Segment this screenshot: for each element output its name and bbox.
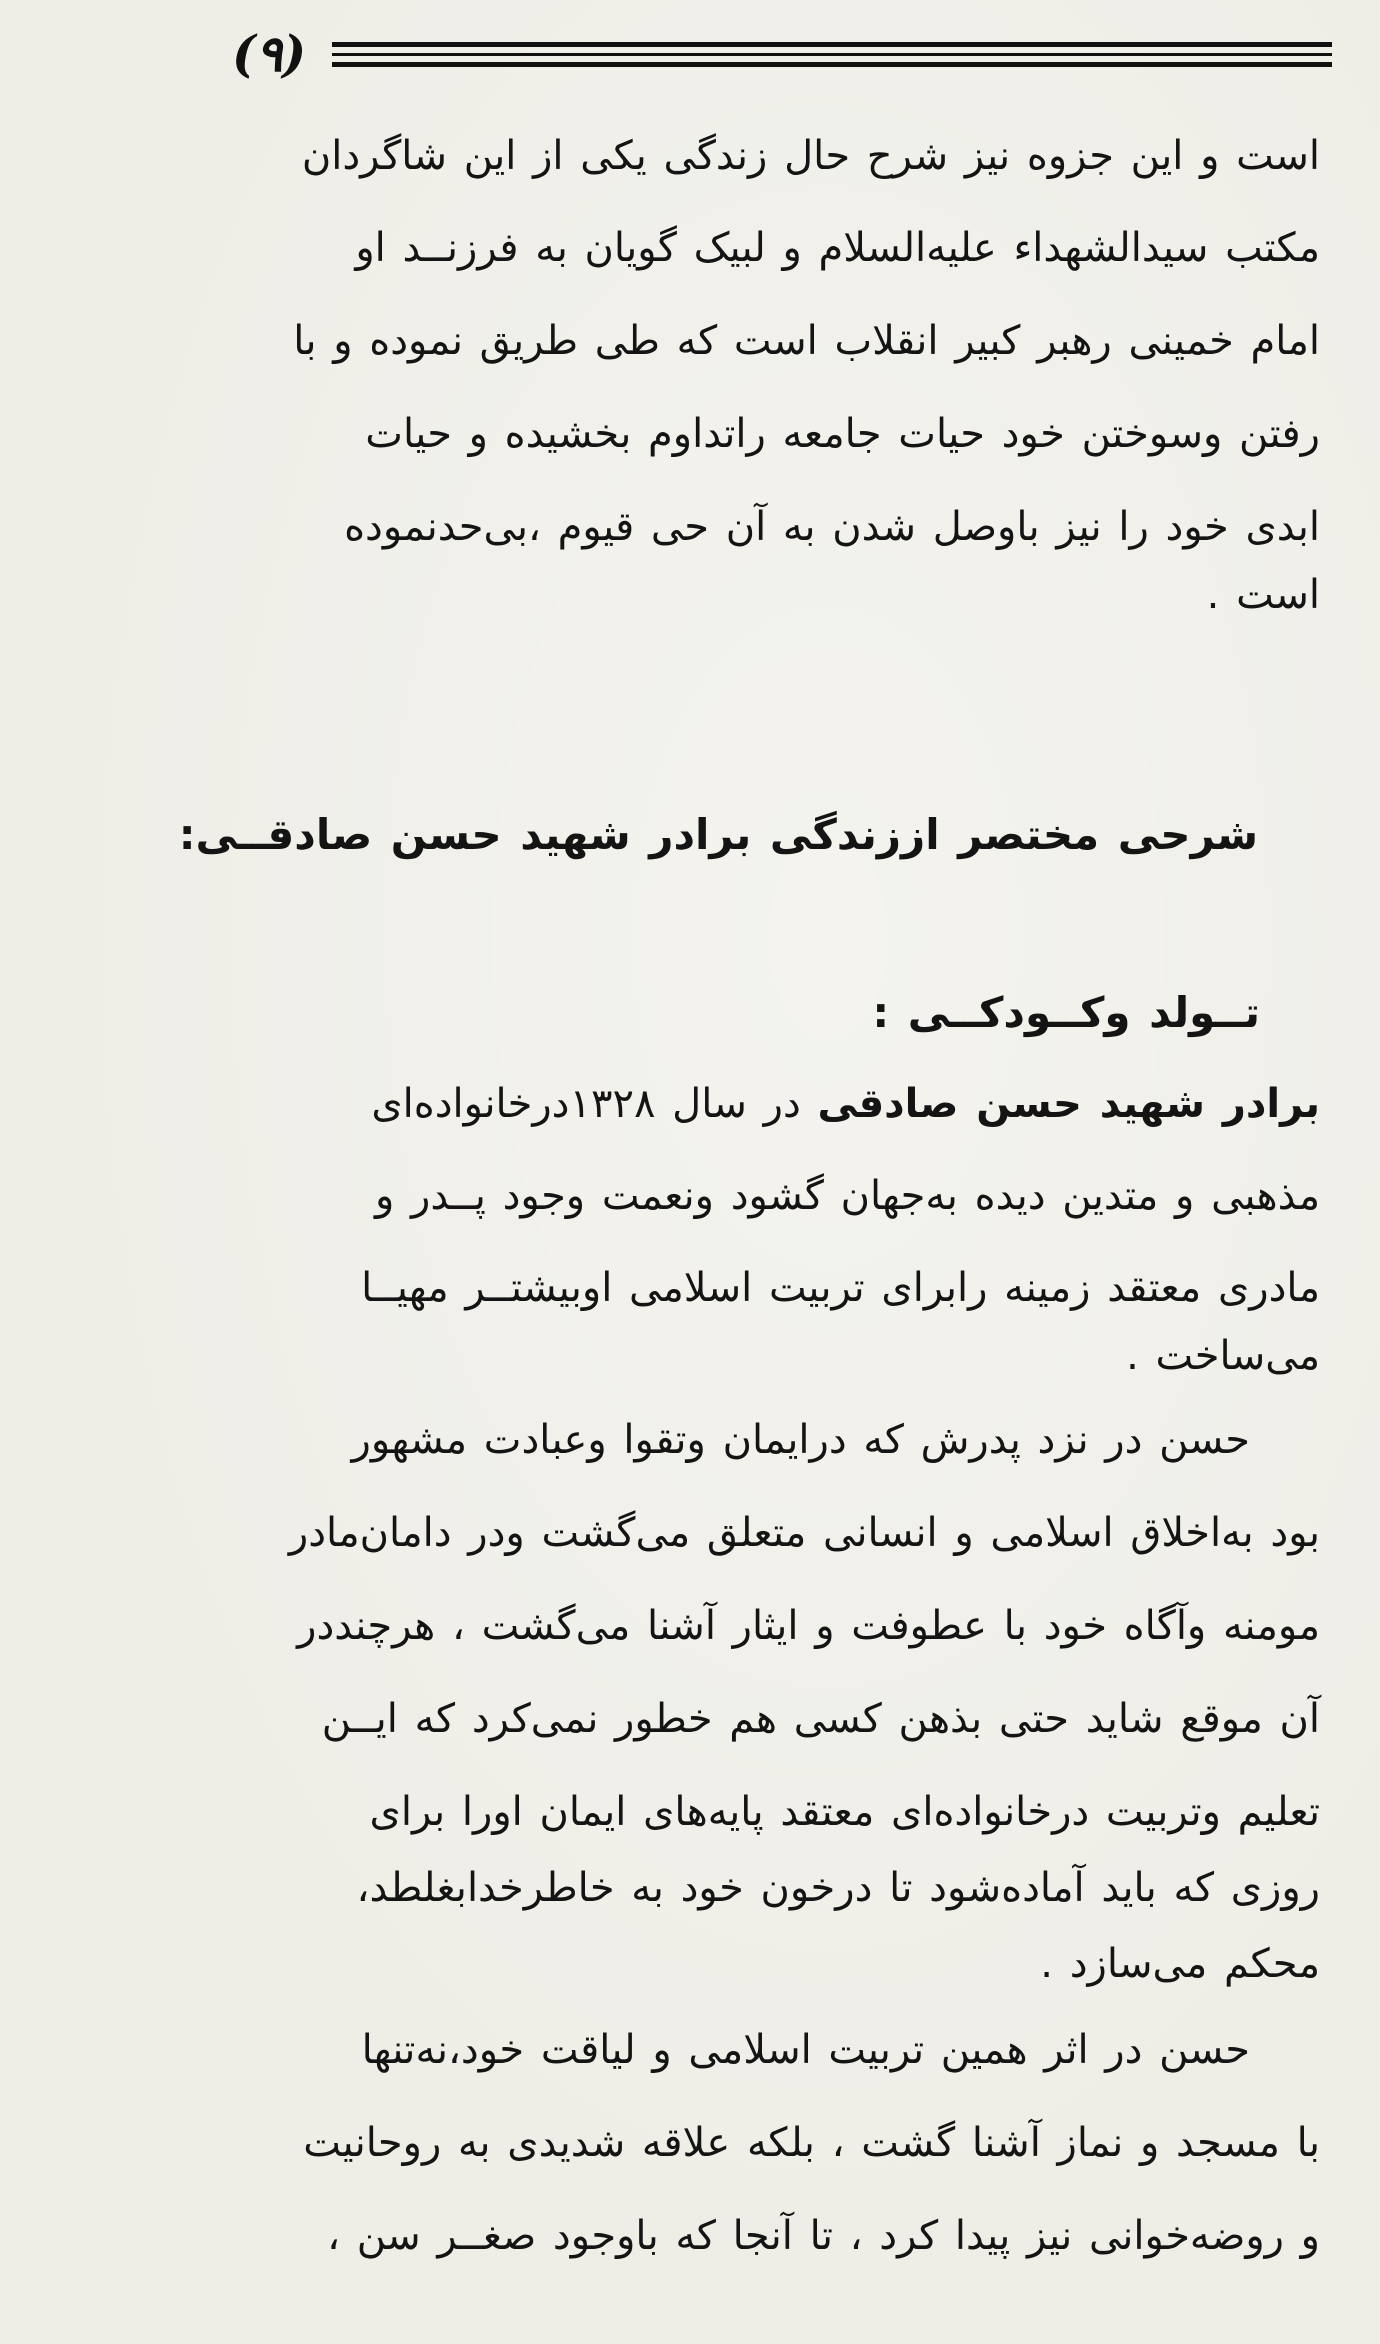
intro-line: امام خمینی رهبر کبیر انقلاب است که طی طریق نموده و با (293, 318, 1320, 364)
para1-line: مادری معتقد زمینه رابرای تربیت اسلامی اوبیشتــر مهیــا (361, 1265, 1320, 1311)
page-number: (۹) (232, 24, 307, 83)
para2-line: مومنه وآگاه خود با عطوفت و ایثار آشنا می‌گشت ، هرچنددر (297, 1603, 1320, 1649)
martyr-name: برادر شهید حسن صادقی (817, 1081, 1320, 1127)
para1-line: می‌ساخت . (1126, 1333, 1320, 1379)
section-heading: شرحی مختصر اززندگی برادر شهید حسن صادقــی: (178, 810, 1258, 859)
para2-line: بود به‌اخلاق اسلامی و انسانی متعلق می‌گشت ودر دامان‌مادر (288, 1510, 1320, 1556)
para1-line (371, 1058, 1320, 1151)
para2-line: محکم می‌سازد . (1040, 1941, 1320, 1987)
para3-line: حسن در اثر همین تربیت اسلامی و لیاقت خود،نه‌تنها (361, 2027, 1250, 2073)
intro-line: است و این جزوه نیز شرح حال زندگی یکی از این شاگردان (301, 133, 1320, 179)
para2-line: آن موقع شاید حتی بذهن کسی هم خطور نمی‌کرد که ایــن (321, 1696, 1320, 1742)
intro-line: ابدی خود را نیز باوصل شدن به آن حی قیوم ،بی‌حدنموده (344, 504, 1320, 550)
intro-line: است . (1206, 572, 1320, 618)
para2-line: روزی که باید آماده‌شود تا درخون خود به خاطرخدابغلطد، (356, 1865, 1320, 1911)
subsection-heading: تــولد وکــودکــی : (872, 988, 1260, 1037)
intro-line: مکتب سیدالشهداء علیه‌السلام و لبیک گویان به فرزنــد او (355, 225, 1320, 271)
para2-line: تعلیم وتربیت درخانواده‌ای معتقد پایه‌های ایمان اورا برای (369, 1789, 1320, 1835)
para3-line: و روضه‌خوانی نیز پیدا کرد ، تا آنجا که باوجود صغــر سن ، (327, 2213, 1320, 2259)
body-text (178, 0, 1320, 2344)
para3-line: با مسجد و نماز آشنا گشت ، بلکه علاقه شدیدی به روحانیت (303, 2120, 1320, 2166)
para2-line: حسن در نزد پدرش که درایمان وتقوا وعبادت مشهور (351, 1417, 1250, 1463)
intro-line: رفتن وسوختن خود حیات جامعه راتداوم بخشیده و حیات (365, 411, 1320, 457)
para1-line: مذهبی و متدین دیده به‌جهان گشود ونعمت وجود پــدر و (374, 1173, 1320, 1219)
para1-line-text: در سال ۱۳۲۸درخانواده‌ای (371, 1081, 801, 1127)
